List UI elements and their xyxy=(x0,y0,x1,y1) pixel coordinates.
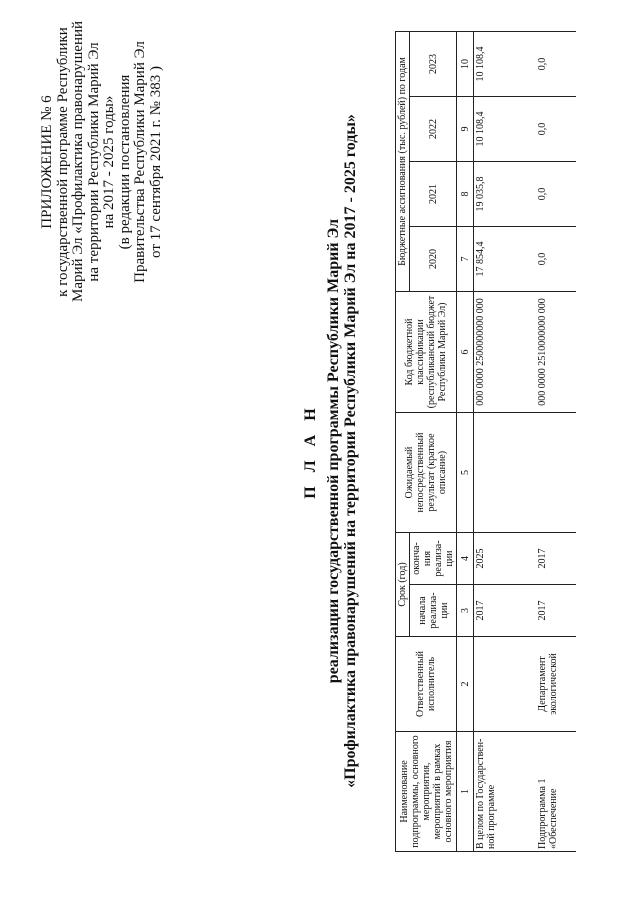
row-executor xyxy=(474,637,536,732)
row-budget-2023: 10 108,4 xyxy=(474,31,536,96)
row-code: 000 0000 2500000000 000 xyxy=(474,292,536,413)
row-code: 000 0000 2510000000 000 xyxy=(536,292,576,413)
appendix-line: Марий Эл «Профилактика правонарушений xyxy=(70,20,86,302)
row-budget-2021: 19 035,8 xyxy=(474,162,536,227)
appendix-line: Правительства Республики Марий Эл xyxy=(132,41,148,283)
header-term-start: начала реализа-ции xyxy=(410,585,457,637)
header-name: Наименование подпрограммы, основного мероприятия, мероприятий в рамках основного мероприятия xyxy=(396,732,457,852)
column-number: 6 xyxy=(457,292,474,413)
row-start-year: 2017 xyxy=(474,585,536,637)
row-budget-2020: 0,0 xyxy=(536,227,576,292)
column-number: 1 xyxy=(457,732,474,852)
subtitle-line: реализации государственной программы Республики Марий Эл xyxy=(325,218,342,684)
column-number: 7 xyxy=(457,227,474,292)
header-budget: Бюджетные ассигнования (тыс. рублей) по годам xyxy=(396,31,410,291)
table-row xyxy=(474,31,536,851)
row-budget-2020: 17 854,4 xyxy=(474,227,536,292)
row-budget-2022: 10 108,4 xyxy=(474,97,536,162)
column-number: 10 xyxy=(457,31,474,96)
row-executor: Департамент экологической xyxy=(536,637,576,732)
column-number: 8 xyxy=(457,162,474,227)
row-end-year: 2025 xyxy=(474,533,536,585)
plan-table xyxy=(395,31,576,852)
column-number: 5 xyxy=(457,413,474,533)
header-year-2020: 2020 xyxy=(410,227,457,292)
table-row xyxy=(536,31,576,851)
appendix-line: на 2017 - 2025 годы» xyxy=(101,95,117,229)
row-budget-2023: 0,0 xyxy=(536,31,576,96)
row-name: Подпрограмма 1 «Обеспечение xyxy=(536,732,576,852)
plan-title: П Л А Н xyxy=(302,403,319,499)
appendix-line: к государственной программе Республики xyxy=(54,27,71,297)
row-name: В целом по Государствен-ной программе xyxy=(474,732,536,852)
appendix-line: ПРИЛОЖЕНИЕ № 6 xyxy=(39,95,55,229)
column-number: 3 xyxy=(457,585,474,637)
appendix-block xyxy=(40,22,164,302)
appendix-line: от 17 сентября 2021 г. № 383 ) xyxy=(147,66,164,258)
row-budget-2022: 0,0 xyxy=(536,97,576,162)
column-number: 4 xyxy=(457,533,474,585)
plan-subtitle xyxy=(325,0,359,902)
header-executor: Ответственный исполнитель xyxy=(396,637,457,732)
header-year-2021: 2021 xyxy=(410,162,457,227)
row-end-year: 2017 xyxy=(536,533,576,585)
header-term: Срок (год) xyxy=(396,533,410,637)
appendix-line: на территории Республики Марий Эл xyxy=(85,42,102,282)
header-code: Код бюджетной классификации (республиканский бюджет Республики Марий Эл) xyxy=(396,292,457,413)
header-term-end: оконча-ния реализа-ции xyxy=(410,533,457,585)
row-start-year: 2017 xyxy=(536,585,576,637)
row-budget-2021: 0,0 xyxy=(536,162,576,227)
row-result xyxy=(536,413,576,533)
header-year-2022: 2022 xyxy=(410,97,457,162)
appendix-line: (в редакции постановления xyxy=(116,74,133,250)
header-result: Ожидаемый непосредственный результат (краткое описание) xyxy=(396,413,457,533)
header-year-2023: 2023 xyxy=(410,31,457,96)
column-number: 2 xyxy=(457,637,474,732)
row-result xyxy=(474,413,536,533)
subtitle-line: «Профилактика правонарушений на территории Республики Марий Эл на 2017 - 2025 годы» xyxy=(342,114,359,788)
column-number: 9 xyxy=(457,97,474,162)
